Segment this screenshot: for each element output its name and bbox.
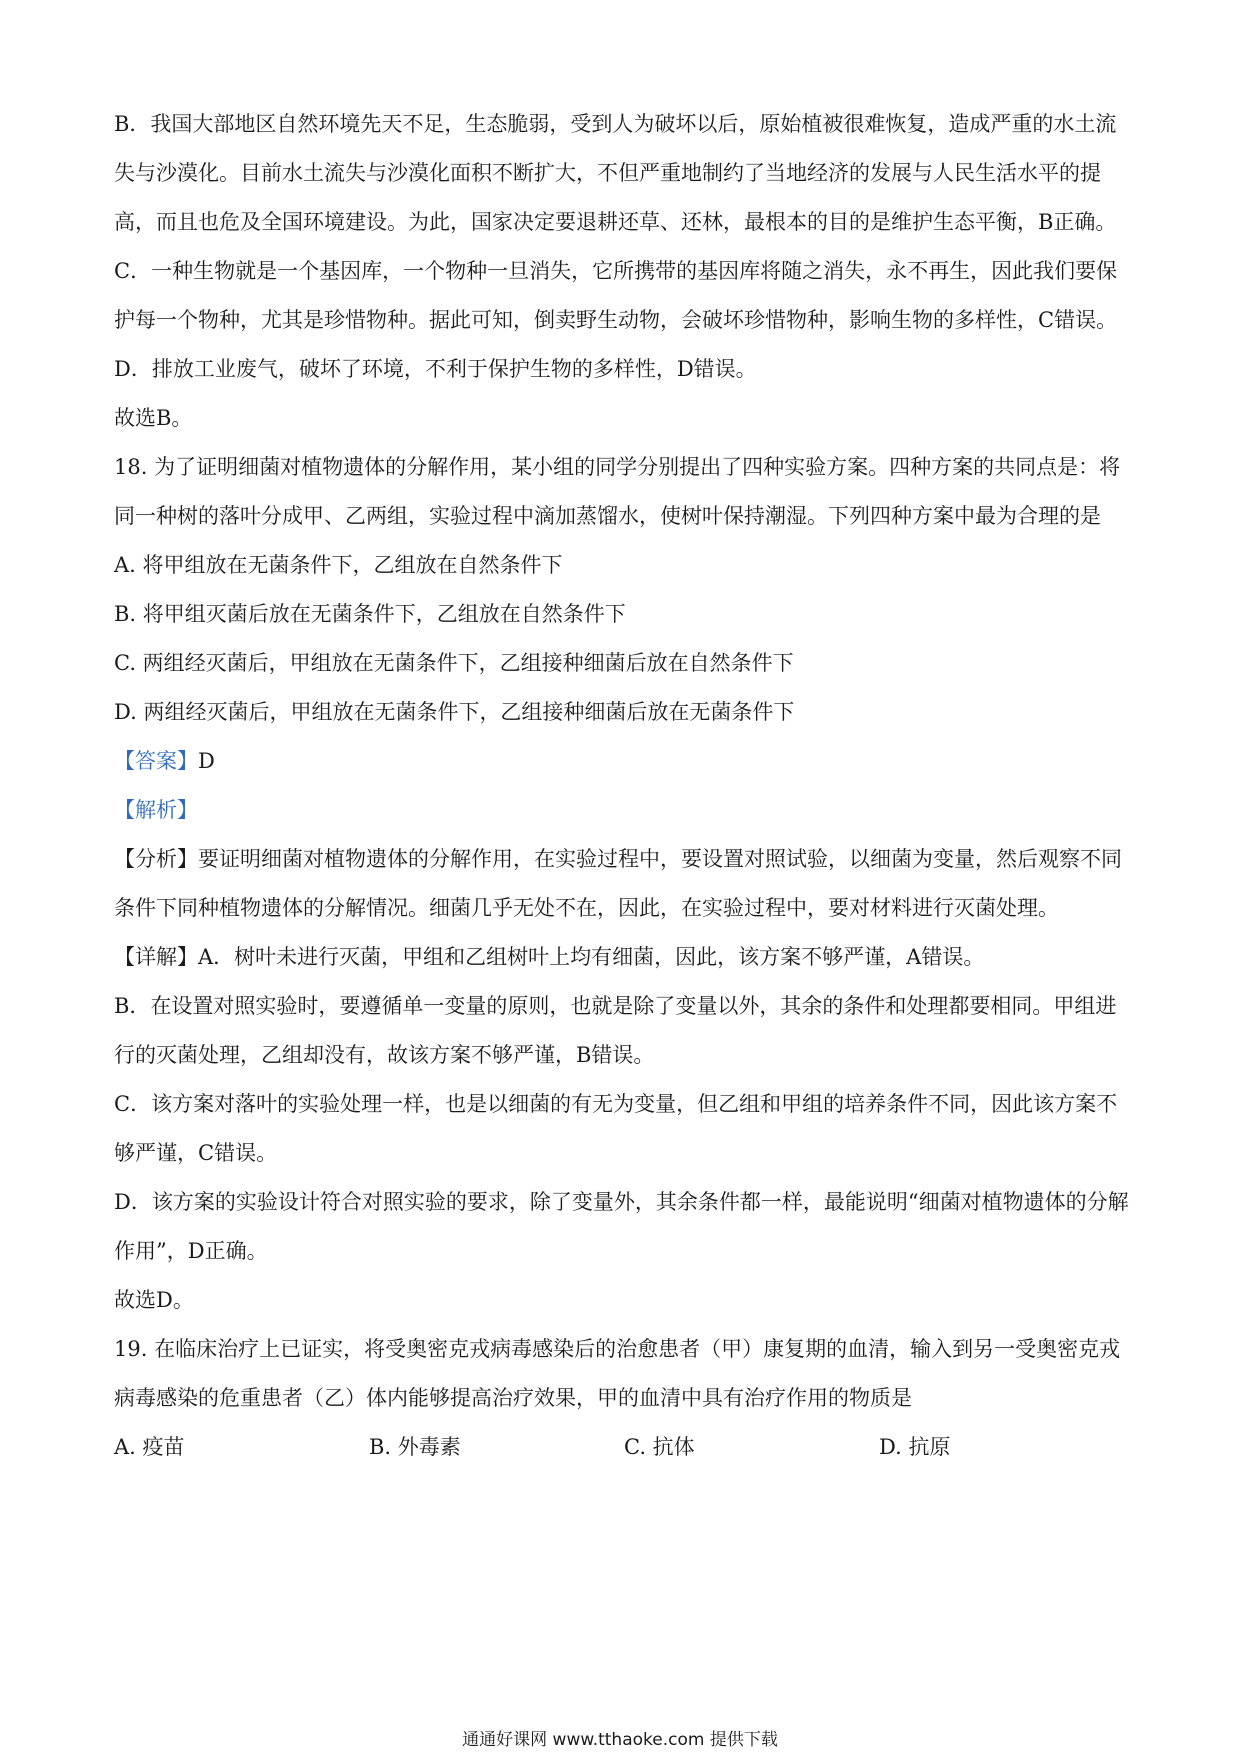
q18-detail-a: 【详解】A．树叶未进行灭菌，甲组和乙组树叶上均有细菌，因此，该方案不够严谨，A错误。 (114, 945, 985, 969)
answer-value: D (198, 749, 215, 773)
q18-final-choice: 故选D。 (114, 1288, 194, 1312)
q18-option-c: C. 两组经灭菌后，甲组放在无菌条件下，乙组接种细菌后放在自然条件下 (114, 651, 794, 675)
page-content (114, 100, 1134, 1472)
answer-label: 【答案】 (114, 749, 198, 773)
q17-option-c-explanation: C．一种生物就是一个基因库，一个物种一旦消失，它所携带的基因库将随之消失，永不再生，因此我们要保护每一个物种，尤其是珍惜物种。据此可知，倒卖野生动物，会破坏珍惜物种，影响生物的多样性，C错误。 (114, 259, 1118, 332)
q18-option-a: A. 将甲组放在无菌条件下，乙组放在自然条件下 (114, 553, 563, 577)
q18-analysis: 【分析】要证明细菌对植物遗体的分解作用，在实验过程中，要设置对照试验，以细菌为变量，然后观察不同条件下同种植物遗体的分解情况。细菌几乎无处不在，因此，在实验过程中，要对材料进行灭菌处理。 (114, 847, 1122, 920)
q18-stem: 18. 为了证明细菌对植物遗体的分解作用，某小组的同学分别提出了四种实验方案。四种方案的共同点是：将同一种树的落叶分成甲、乙两组，实验过程中滴加蒸馏水，使树叶保持潮湿。下列四种方案中最为合理的是 (114, 455, 1121, 528)
q19-stem: 19. 在临床治疗上已证实，将受奥密克戎病毒感染后的治愈患者（甲）康复期的血清，输入到另一受奥密克戎病毒感染的危重患者（乙）体内能够提高治疗效果，甲的血清中具有治疗作用的物质是 (114, 1337, 1121, 1410)
q19-option-b: B. 外毒素 (369, 1435, 461, 1459)
q18-option-b: B. 将甲组灭菌后放在无菌条件下，乙组放在自然条件下 (114, 602, 626, 626)
q18-detail-b: B．在设置对照实验时，要遵循单一变量的原则，也就是除了变量以外，其余的条件和处理都要相同。甲组进行的灭菌处理，乙组却没有，故该方案不够严谨，B错误。 (114, 994, 1117, 1067)
q18-detail-d: D．该方案的实验设计符合对照实验的要求，除了变量外，其余条件都一样，最能说明“细菌对植物遗体的分解作用”，D正确。 (114, 1190, 1129, 1263)
q19-option-a: A. 疫苗 (114, 1435, 185, 1459)
analysis-label: 【解析】 (114, 798, 198, 822)
q18-option-d: D. 两组经灭菌后，甲组放在无菌条件下，乙组接种细菌后放在无菌条件下 (114, 700, 795, 724)
q19-option-d: D. 抗原 (879, 1435, 951, 1459)
q18-answer (114, 737, 1134, 786)
q17-option-b-explanation: B．我国大部地区自然环境先天不足，生态脆弱，受到人为破坏以后，原始植被很难恢复，造成严重的水土流失与沙漠化。目前水土流失与沙漠化面积不断扩大，不但严重地制约了当地经济的发展与人民生活水平的提高，而且也危及全国环境建设。为此，国家决定要退耕还草、还林，最根本的目的是维护生态平衡，B正确。 (114, 112, 1117, 234)
q17-option-d-explanation: D．排放工业废气，破坏了环境，不利于保护生物的多样性，D错误。 (114, 357, 757, 381)
q17-final-choice: 故选B。 (114, 406, 193, 430)
q19-options (114, 1423, 1134, 1472)
q18-detail-c: C．该方案对落叶的实验处理一样，也是以细菌的有无为变量，但乙组和甲组的培养条件不同，因此该方案不够严谨，C错误。 (114, 1092, 1118, 1165)
q19-option-c: C. 抗体 (624, 1435, 695, 1459)
page-footer: 通通好课网 www.tthaoke.com 提供下载 (462, 1730, 778, 1750)
